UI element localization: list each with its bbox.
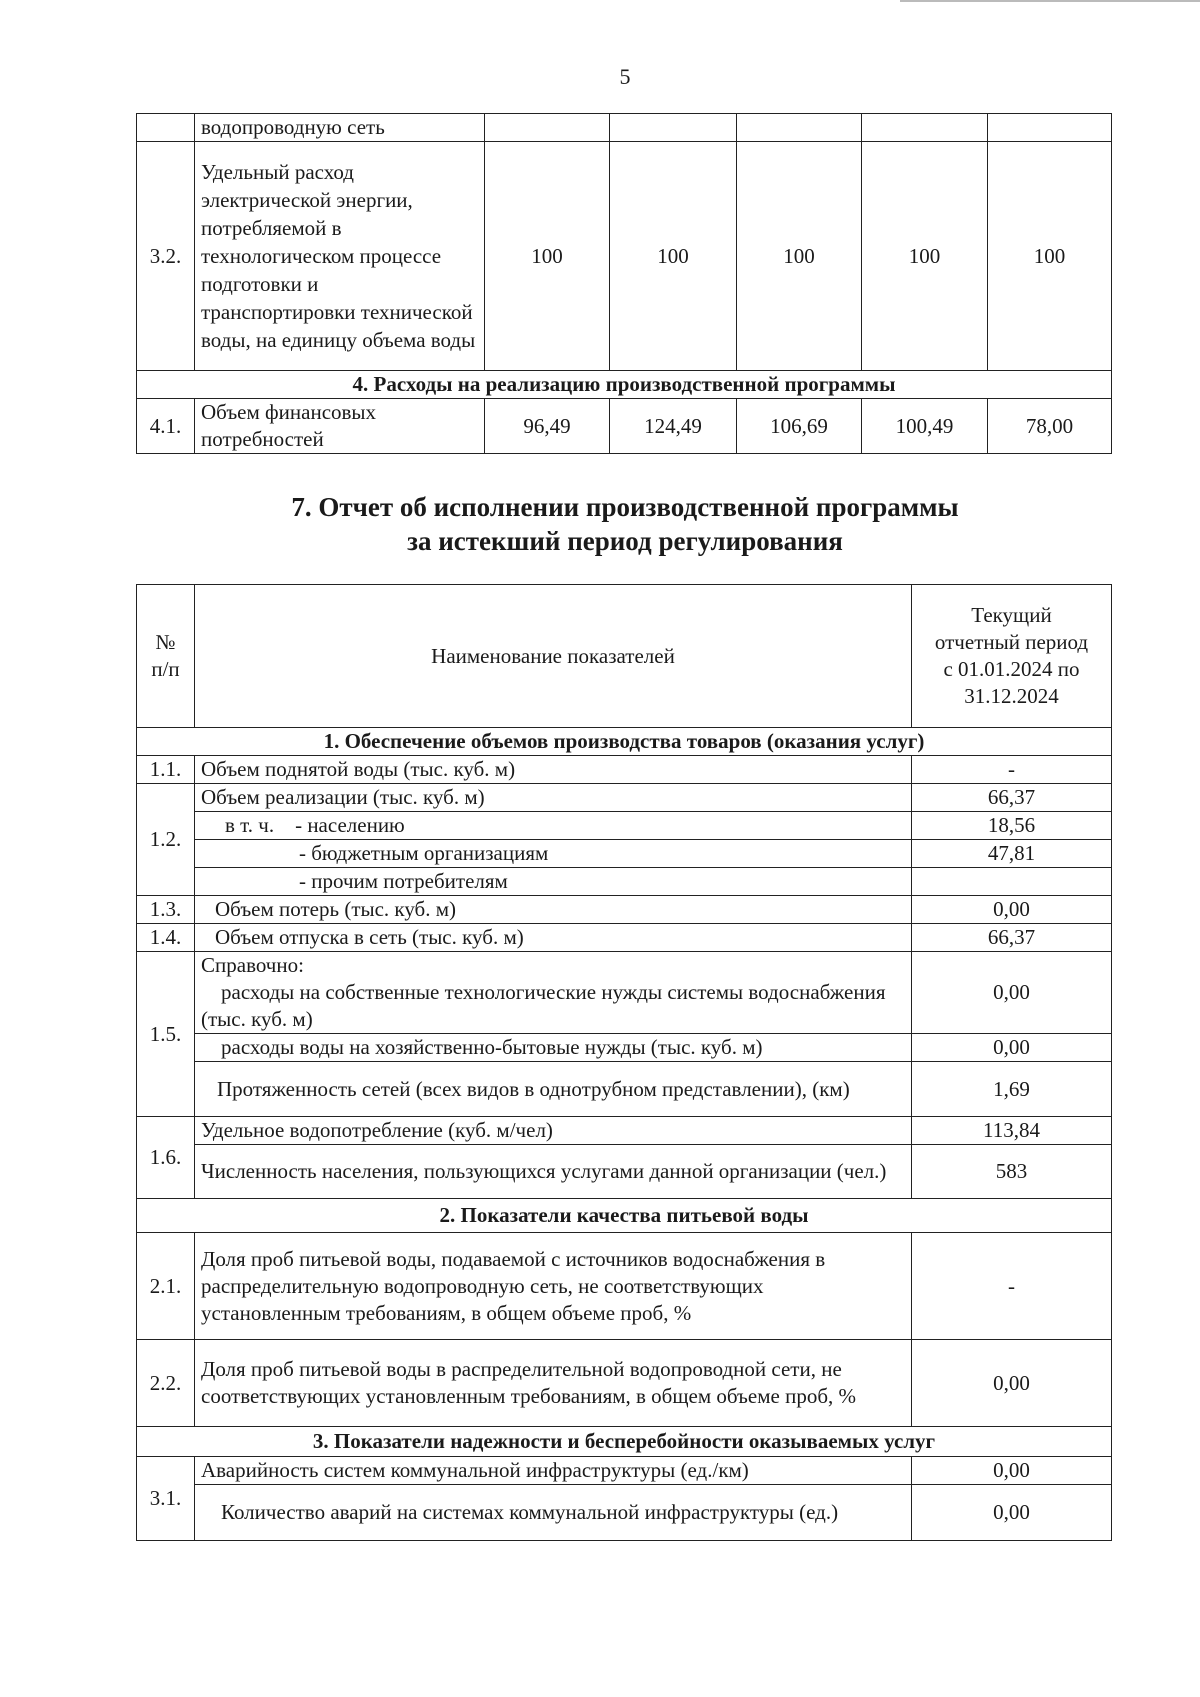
row-number: 1.3. <box>137 896 195 924</box>
indicator-name: - прочим потребителям <box>195 868 912 896</box>
value-cell: 100 <box>610 142 737 371</box>
value-cell <box>912 868 1112 896</box>
table-row <box>137 924 1112 952</box>
column-header-period: Текущий отчетный период с 01.01.2024 по 31.12.2024 <box>912 585 1112 728</box>
table-row <box>137 1062 1112 1117</box>
table-row <box>137 1233 1112 1340</box>
indicator-name: Объем потерь (тыс. куб. м) <box>195 896 912 924</box>
column-header-name: Наименование показателей <box>195 585 912 728</box>
value-cell: 100 <box>485 142 610 371</box>
page-number: 5 <box>619 64 631 89</box>
indicator-name: Аварийность систем коммунальной инфраструктуры (ед./км) <box>195 1457 912 1485</box>
indicator-name: Объем финансовых потребностей <box>195 399 485 454</box>
row-number: 1.1. <box>137 756 195 784</box>
indicator-name: Удельное водопотребление (куб. м/чел) <box>195 1117 912 1145</box>
row-number: 3.1. <box>137 1457 195 1541</box>
table-header-row <box>137 585 1112 728</box>
section-title: 2. Показатели качества питьевой воды <box>137 1199 1112 1233</box>
table-row <box>137 952 1112 1034</box>
value-cell: 1,69 <box>912 1062 1112 1117</box>
table-row <box>137 1340 1112 1427</box>
value-cell: 124,49 <box>610 399 737 454</box>
indicator-name: Удельный расход электрической энергии, потребляемой в технологическом процессе подготовки и транспортировки технической воды, на единицу объема воды <box>195 142 485 371</box>
table-row <box>137 784 1112 812</box>
row-number: 1.6. <box>137 1117 195 1199</box>
table-row <box>137 812 1112 840</box>
value-cell: 100 <box>862 142 988 371</box>
scan-edge-line <box>900 0 1200 2</box>
row-number <box>137 114 195 142</box>
indicator-name: Объем отпуска в сеть (тыс. куб. м) <box>195 924 912 952</box>
production-program-table <box>136 113 1112 454</box>
column-header-number: № п/п <box>137 585 195 728</box>
table-row <box>137 399 1112 454</box>
indicator-name: - бюджетным организациям <box>195 840 912 868</box>
section-title: 4. Расходы на реализацию производственной программы <box>137 371 1112 399</box>
value-cell: 100,49 <box>862 399 988 454</box>
row-number: 3.2. <box>137 142 195 371</box>
value-cell: 78,00 <box>988 399 1112 454</box>
value-cell: 0,00 <box>912 896 1112 924</box>
value-cell: - <box>912 756 1112 784</box>
table-row <box>137 1457 1112 1485</box>
table-row <box>137 756 1112 784</box>
indicator-name: Доля проб питьевой воды в распределительной водопроводной сети, не соответствующих установленным требованиям, в общем объеме проб, % <box>195 1340 912 1427</box>
indicator-name: Численность населения, пользующихся услугами данной организации (чел.) <box>195 1145 912 1199</box>
value-cell: 0,00 <box>912 1034 1112 1062</box>
reference-label: Справочно: <box>201 953 304 977</box>
value-cell: 0,00 <box>912 952 1112 1034</box>
indicator-name: в т. ч. - населению <box>195 812 912 840</box>
row-number: 1.2. <box>137 784 195 896</box>
table-row <box>137 868 1112 896</box>
value-cell: 0,00 <box>912 1457 1112 1485</box>
row-number: 1.5. <box>137 952 195 1117</box>
value-cell: - <box>912 1233 1112 1340</box>
indicator-name: Объем реализации (тыс. куб. м) <box>195 784 912 812</box>
indicator-name: Доля проб питьевой воды, подаваемой с источников водоснабжения в распределительную водопроводную сеть, не соответствующих установленным требованиям, в общем объеме проб, % <box>195 1233 912 1340</box>
section-header-row <box>137 1427 1112 1457</box>
table-row <box>137 1117 1112 1145</box>
value-cell: 100 <box>988 142 1112 371</box>
section-title: 1. Обеспечение объемов производства товаров (оказания услуг) <box>137 728 1112 756</box>
value-cell: 0,00 <box>912 1340 1112 1427</box>
row-number: 2.1. <box>137 1233 195 1340</box>
indicator-name: расходы воды на хозяйственно-бытовые нужды (тыс. куб. м) <box>195 1034 912 1062</box>
table-row <box>137 114 1112 142</box>
value-cell: 66,37 <box>912 924 1112 952</box>
value-cell: 96,49 <box>485 399 610 454</box>
value-cell: 106,69 <box>737 399 862 454</box>
section-header-row <box>137 371 1112 399</box>
report-table <box>136 584 1112 1541</box>
section-header-row <box>137 728 1112 756</box>
value-cell: 18,56 <box>912 812 1112 840</box>
value-cell: 47,81 <box>912 840 1112 868</box>
indicator-name: Объем поднятой воды (тыс. куб. м) <box>195 756 912 784</box>
table-row <box>137 840 1112 868</box>
indicator-name: Количество аварий на системах коммунальной инфраструктуры (ед.) <box>195 1485 912 1541</box>
report-title-line2: за истекший период регулирования <box>407 526 843 556</box>
table-row <box>137 1145 1112 1199</box>
section-header-row <box>137 1199 1112 1233</box>
indicator-text: расходы на собственные технологические нужды системы водоснабжения (тыс. куб. м) <box>201 980 886 1031</box>
report-title-line1: 7. Отчет об исполнении производственной программы <box>291 492 959 522</box>
indicator-name <box>195 952 912 1034</box>
table-row <box>137 142 1112 371</box>
table-row <box>137 1034 1112 1062</box>
value-cell: 113,84 <box>912 1117 1112 1145</box>
indicator-name: Протяженность сетей (всех видов в однотрубном представлении), (км) <box>195 1062 912 1117</box>
value-cell: 66,37 <box>912 784 1112 812</box>
row-number: 4.1. <box>137 399 195 454</box>
value-cell: 0,00 <box>912 1485 1112 1541</box>
row-number: 1.4. <box>137 924 195 952</box>
row-number: 2.2. <box>137 1340 195 1427</box>
value-cell: 583 <box>912 1145 1112 1199</box>
table-row <box>137 1485 1112 1541</box>
table-row <box>137 896 1112 924</box>
indicator-name: водопроводную сеть <box>195 114 485 142</box>
value-cell: 100 <box>737 142 862 371</box>
section-title: 3. Показатели надежности и бесперебойности оказываемых услуг <box>137 1427 1112 1457</box>
